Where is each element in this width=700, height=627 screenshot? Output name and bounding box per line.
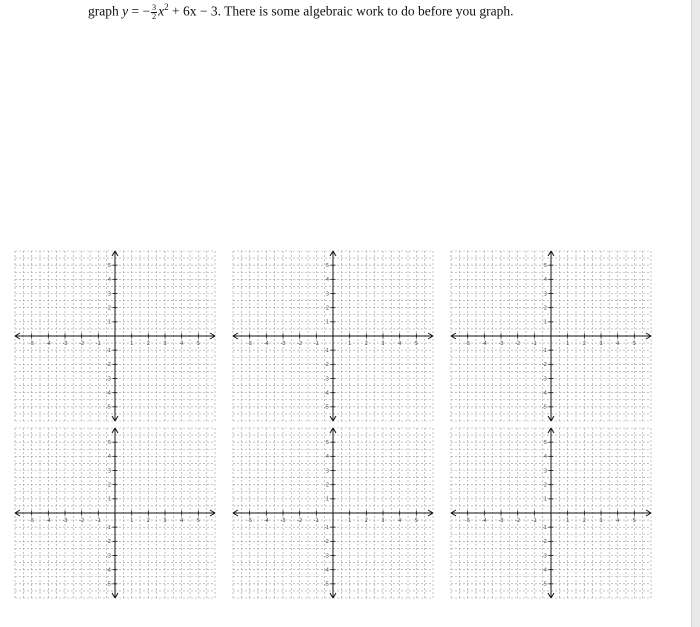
y-tick-label: -2 xyxy=(542,539,547,546)
y-tick-label: 1 xyxy=(325,496,329,503)
x-tick-label: 2 xyxy=(582,518,586,524)
y-tick-label: 1 xyxy=(107,496,111,503)
x-tick-label: -1 xyxy=(313,341,319,347)
y-tick-label: 2 xyxy=(543,482,547,489)
x-tick-label: 5 xyxy=(632,341,636,347)
problem-lead: graph xyxy=(88,3,119,19)
x-tick-label: -1 xyxy=(531,341,537,347)
minus-sign: − xyxy=(142,3,151,19)
fraction-denominator: 2 xyxy=(152,11,157,21)
y-tick-label: -4 xyxy=(106,390,111,397)
y-tick-label: 4 xyxy=(543,277,547,284)
x-tick-label: -2 xyxy=(297,341,303,347)
term-minus-3: − 3. xyxy=(199,3,221,19)
y-tick-label: -5 xyxy=(324,404,329,411)
x-tick-label: 3 xyxy=(381,518,385,524)
y-tick-label: 5 xyxy=(107,262,111,269)
x-tick-label: -4 xyxy=(263,341,269,347)
y-tick-label: -1 xyxy=(106,524,111,531)
y-tick-label: -4 xyxy=(542,390,547,397)
y-tick-label: -2 xyxy=(542,362,547,369)
x-tick-label: -3 xyxy=(62,518,68,524)
coordinate-grid-1[interactable] xyxy=(15,251,215,421)
y-tick-label: 5 xyxy=(107,439,111,446)
x-tick-label: 3 xyxy=(599,518,603,524)
x-tick-label: 3 xyxy=(381,341,385,347)
y-tick-label: -1 xyxy=(542,347,547,354)
y-tick-label: -3 xyxy=(542,553,547,560)
y-tick-label: -1 xyxy=(324,347,329,354)
y-tick-label: -3 xyxy=(324,553,329,560)
problem-statement xyxy=(88,2,514,21)
x-tick-label: -5 xyxy=(247,518,253,524)
y-tick-label: 5 xyxy=(543,439,547,446)
x-tick-label: 2 xyxy=(146,518,150,524)
x-tick-label: 2 xyxy=(364,518,368,524)
y-tick-label: -3 xyxy=(106,376,111,383)
y-tick-label: 1 xyxy=(325,319,329,326)
y-tick-label: 4 xyxy=(107,454,111,461)
y-tick-label: -2 xyxy=(324,539,329,546)
x-tick-label: -5 xyxy=(29,518,35,524)
y-tick-label: 5 xyxy=(325,262,329,269)
fraction xyxy=(151,4,157,21)
y-tick-label: -4 xyxy=(106,567,111,574)
x-tick-label: 5 xyxy=(414,518,418,524)
x-tick-label: 4 xyxy=(398,518,402,524)
y-tick-label: -3 xyxy=(324,376,329,383)
x-tick-label: -1 xyxy=(95,518,101,524)
x-tick-label: 3 xyxy=(163,518,167,524)
y-tick-label: 3 xyxy=(543,291,547,298)
x-tick-label: 2 xyxy=(364,341,368,347)
y-tick-label: -4 xyxy=(542,567,547,574)
x-tick-label: 1 xyxy=(566,341,570,347)
x-tick-label: -4 xyxy=(45,341,51,347)
x-tick-label: 4 xyxy=(180,341,184,347)
y-tick-label: 4 xyxy=(325,454,329,461)
x-tick-label: -5 xyxy=(29,341,35,347)
var-x: x xyxy=(158,3,165,19)
x-tick-label: -2 xyxy=(79,518,85,524)
x-tick-label: -3 xyxy=(280,341,286,347)
x-tick-label: 5 xyxy=(196,341,200,347)
x-tick-label: -4 xyxy=(45,518,51,524)
y-tick-label: -5 xyxy=(542,581,547,588)
y-tick-label: -2 xyxy=(324,362,329,369)
x-tick-label: -4 xyxy=(481,518,487,524)
y-tick-label: -4 xyxy=(324,390,329,397)
x-tick-label: -5 xyxy=(465,341,471,347)
x-tick-label: -3 xyxy=(280,518,286,524)
y-tick-label: -1 xyxy=(324,524,329,531)
x-tick-label: 4 xyxy=(398,341,402,347)
y-tick-label: -5 xyxy=(542,404,547,411)
y-tick-label: -3 xyxy=(106,553,111,560)
x-tick-label: 4 xyxy=(616,518,620,524)
x-tick-label: 3 xyxy=(163,341,167,347)
y-tick-label: 3 xyxy=(325,468,329,475)
y-tick-label: 5 xyxy=(543,262,547,269)
x-tick-label: 3 xyxy=(599,341,603,347)
x-tick-label: 1 xyxy=(348,341,352,347)
x-tick-label: -2 xyxy=(79,341,85,347)
y-tick-label: 2 xyxy=(543,305,547,312)
y-tick-label: 1 xyxy=(543,319,547,326)
coordinate-grid-3[interactable] xyxy=(451,251,651,421)
equals-sign: = xyxy=(131,3,140,19)
var-y: y xyxy=(122,3,129,19)
y-tick-label: -1 xyxy=(542,524,547,531)
coordinate-grid-2[interactable] xyxy=(233,251,433,421)
y-tick-label: 4 xyxy=(543,454,547,461)
coordinate-grid-6[interactable] xyxy=(451,428,651,598)
problem-tail: There is some algebraic work to do before you graph. xyxy=(224,3,514,19)
y-tick-label: 4 xyxy=(107,277,111,284)
y-tick-label: -5 xyxy=(106,404,111,411)
y-tick-label: -1 xyxy=(106,347,111,354)
y-tick-label: -2 xyxy=(106,362,111,369)
y-tick-label: -5 xyxy=(324,581,329,588)
x-tick-label: -3 xyxy=(498,341,504,347)
y-tick-label: -2 xyxy=(106,539,111,546)
x-tick-label: -3 xyxy=(62,341,68,347)
x-tick-label: 5 xyxy=(196,518,200,524)
x-tick-label: -4 xyxy=(481,341,487,347)
x-tick-label: -1 xyxy=(95,341,101,347)
x-tick-label: -1 xyxy=(313,518,319,524)
x-tick-label: 1 xyxy=(566,518,570,524)
x-tick-label: -4 xyxy=(263,518,269,524)
x-tick-label: -2 xyxy=(515,341,521,347)
x-tick-label: 5 xyxy=(414,341,418,347)
term-6x: + 6x xyxy=(172,3,197,19)
x-tick-label: 1 xyxy=(130,518,134,524)
y-tick-label: 3 xyxy=(543,468,547,475)
y-tick-label: 2 xyxy=(107,305,111,312)
scrollbar-track[interactable] xyxy=(691,0,700,627)
coordinate-grid-4[interactable] xyxy=(15,428,215,598)
y-tick-label: -5 xyxy=(106,581,111,588)
y-tick-label: 1 xyxy=(543,496,547,503)
x-tick-label: 4 xyxy=(180,518,184,524)
x-tick-label: -2 xyxy=(297,518,303,524)
y-tick-label: 2 xyxy=(107,482,111,489)
y-tick-label: 3 xyxy=(325,291,329,298)
y-tick-label: 2 xyxy=(325,482,329,489)
x-tick-label: -1 xyxy=(531,518,537,524)
x-tick-label: -5 xyxy=(465,518,471,524)
y-tick-label: 2 xyxy=(325,305,329,312)
x-tick-label: -3 xyxy=(498,518,504,524)
y-tick-label: 3 xyxy=(107,291,111,298)
coordinate-grid-5[interactable] xyxy=(233,428,433,598)
fraction-numerator: 3 xyxy=(152,2,157,12)
x-tick-label: 4 xyxy=(616,341,620,347)
y-tick-label: 5 xyxy=(325,439,329,446)
x-tick-label: 2 xyxy=(146,341,150,347)
x-tick-label: 1 xyxy=(130,341,134,347)
x-tick-label: 5 xyxy=(632,518,636,524)
y-tick-label: -4 xyxy=(324,567,329,574)
x-tick-label: 2 xyxy=(582,341,586,347)
y-tick-label: 4 xyxy=(325,277,329,284)
y-tick-label: 1 xyxy=(107,319,111,326)
y-tick-label: -3 xyxy=(542,376,547,383)
x-tick-label: -2 xyxy=(515,518,521,524)
x-tick-label: -5 xyxy=(247,341,253,347)
y-tick-label: 3 xyxy=(107,468,111,475)
x-tick-label: 1 xyxy=(348,518,352,524)
exponent: 2 xyxy=(164,2,169,12)
